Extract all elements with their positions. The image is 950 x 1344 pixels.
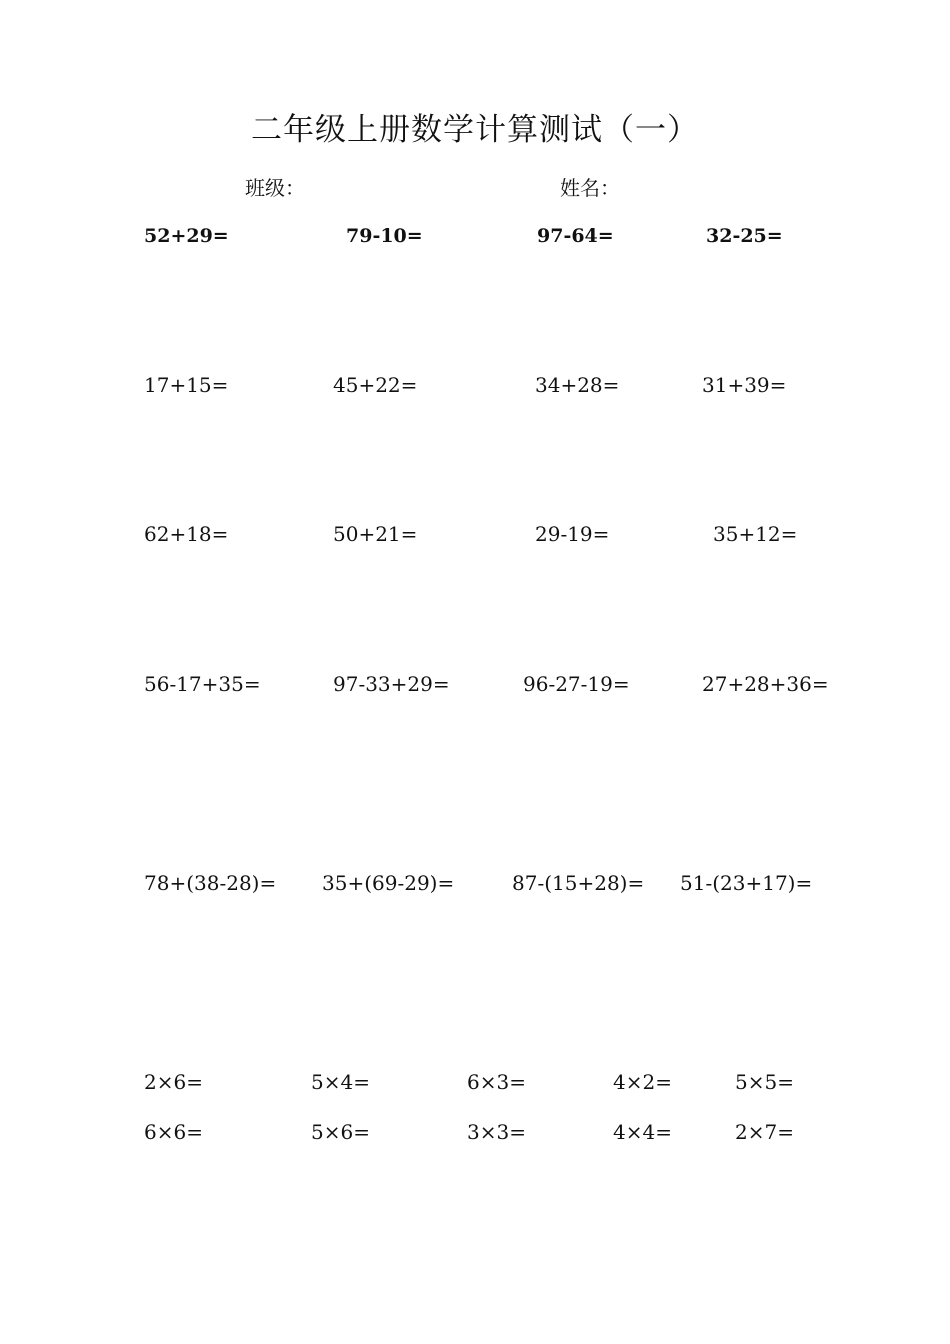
problem-2-4: 31+39=: [702, 373, 787, 397]
problem-2-3: 34+28=: [535, 373, 620, 397]
problem-5-4: 51-(23+17)=: [680, 871, 813, 895]
problem-6-1: 2×6=: [144, 1070, 203, 1094]
problem-1-3: 97-64=: [537, 225, 614, 247]
problem-6-2: 5×4=: [311, 1070, 370, 1094]
problem-4-2: 97-33+29=: [333, 672, 450, 696]
problem-6-4: 4×2=: [613, 1070, 672, 1094]
problem-4-1: 56-17+35=: [144, 672, 261, 696]
problem-5-1: 78+(38-28)=: [144, 871, 277, 895]
problem-6-5: 5×5=: [735, 1070, 794, 1094]
problem-7-3: 3×3=: [467, 1120, 526, 1144]
problem-4-4: 27+28+36=: [702, 672, 829, 696]
problem-7-4: 4×4=: [613, 1120, 672, 1144]
problem-3-4: 35+12=: [713, 522, 798, 546]
name-field-label: 姓名：: [560, 176, 620, 200]
problem-7-1: 6×6=: [144, 1120, 203, 1144]
problem-5-3: 87-(15+28)=: [512, 871, 645, 895]
problem-4-3: 96-27-19=: [523, 672, 630, 696]
problem-2-1: 17+15=: [144, 373, 229, 397]
problem-3-2: 50+21=: [333, 522, 418, 546]
problem-7-5: 2×7=: [735, 1120, 794, 1144]
problem-7-2: 5×6=: [311, 1120, 370, 1144]
problem-3-3: 29-19=: [535, 522, 610, 546]
problem-3-1: 62+18=: [144, 522, 229, 546]
class-field-label: 班级：: [245, 176, 305, 200]
worksheet-title: 二年级上册数学计算测试（一）: [251, 112, 699, 148]
problem-1-1: 52+29=: [144, 225, 229, 247]
problem-1-4: 32-25=: [706, 225, 783, 247]
problem-2-2: 45+22=: [333, 373, 418, 397]
problem-5-2: 35+(69-29)=: [322, 871, 455, 895]
problem-1-2: 79-10=: [346, 225, 423, 247]
problem-6-3: 6×3=: [467, 1070, 526, 1094]
